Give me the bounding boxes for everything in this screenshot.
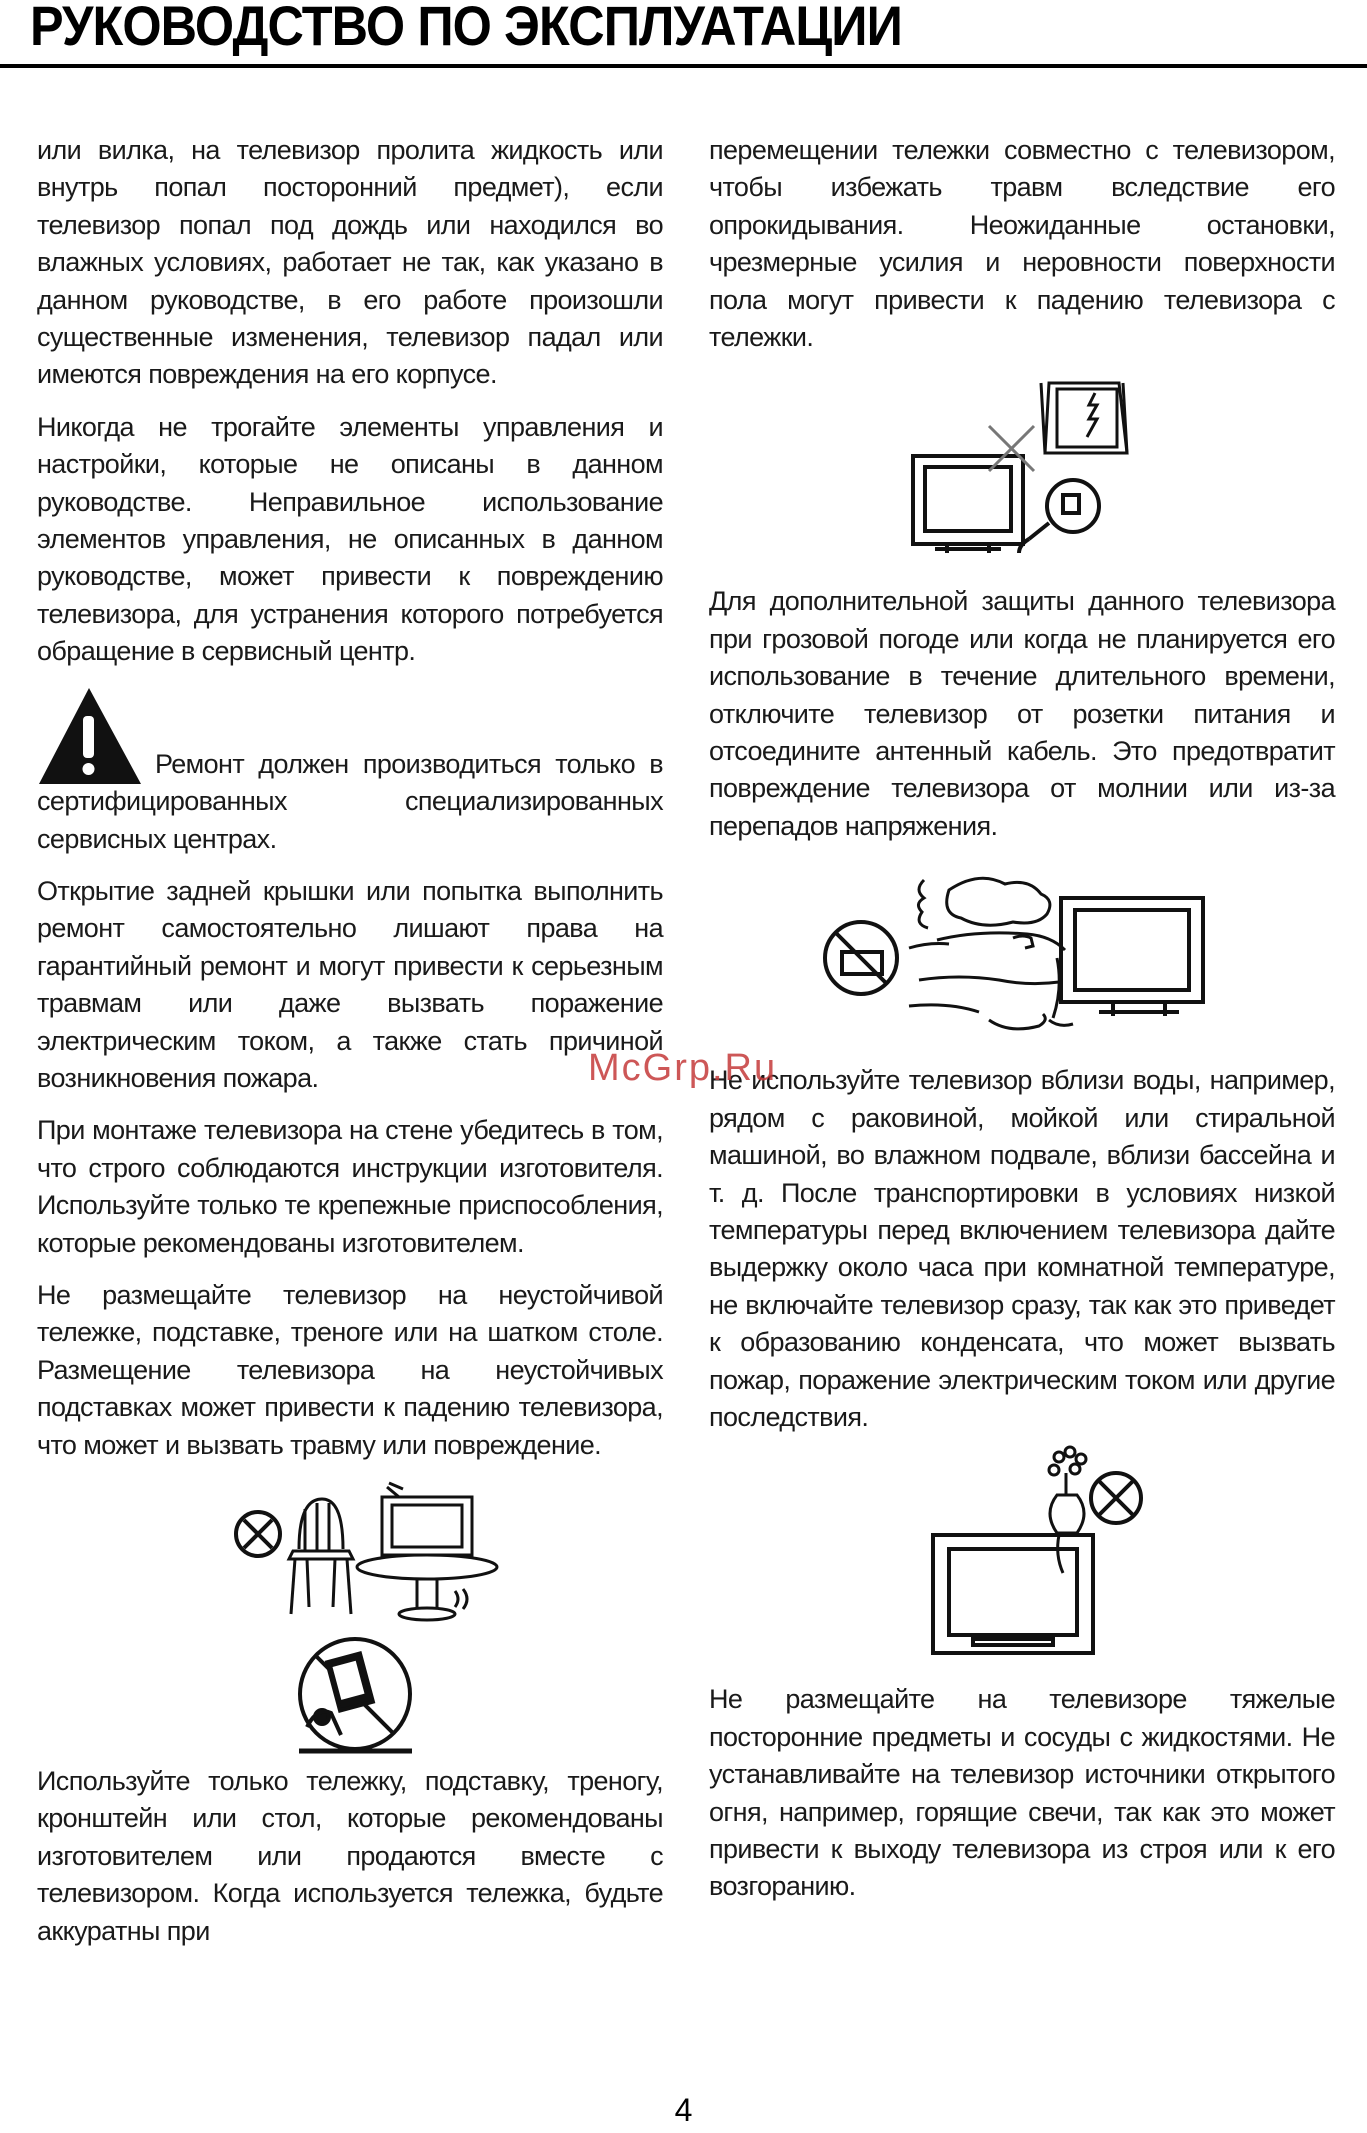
warning-block [37,686,663,858]
window-icon [1041,383,1127,453]
watermark: McGrp.Ru [588,1047,778,1089]
water-icon [909,879,1073,1030]
tv-icon [1061,898,1203,1016]
page-number: 4 [674,2092,693,2128]
lightning-icon [1087,393,1097,437]
prohibited-icon [236,1512,280,1556]
header-divider [0,64,1367,68]
left-paragraph-2: Никогда не трогайте элементы управления и настройки, которые не описаны в данном руководстве. Неправильное использование элементов управления, не описанных в данном руководстве, может привести к повреждению телевизора, для устранения которого потребуется обращение в сервисный центр. [37,411,663,667]
tv-icon [933,1535,1093,1653]
plug-icon [1019,480,1099,553]
page-title: РУКОВОДСТВО ПО ЭКСПЛУАТАЦИИ [30,0,902,57]
left-paragraph-6: Не размещайте телевизор на неустойчивой тележке, подставке, треноге или на шатком столе. Размещение телевизора на неустойчивых подставках может привести к падению телевизора, что может и вызвать травму или повреждение. [37,1279,663,1460]
right-paragraph-2: Для дополнительной защиты данного телевизора при грозовой погоде или когда не планируется его использование в течение длительного времени, отключите телевизор от розетки питания и отсоедините антенный кабель. Это предотвратит повреждение телевизора от молнии или из-за перепадов напряжения. [709,586,1335,841]
cart-tip-icon [299,1639,412,1751]
table-icon [357,1555,497,1620]
lightning-unplug-illustration [709,371,1335,571]
prohibited-icon [825,922,897,994]
left-paragraph-1: или вилка, на телевизор пролита жидкость или внутрь попал посторонний предмет), если телевизор попал под дождь или находился во влажных условиях, работает не так, как указано в данном руководстве, в его работе произошли существенные изменения, телевизор падал или имеются повреждения на его корпусе. [37,135,663,390]
vase-icon [1049,1447,1086,1573]
left-paragraph-5: При монтаже телевизора на стене убедитесь в том, что строго соблюдаются инструкции изготовителя. Используйте только те крепежные приспособления, которые рекомендованы изготовителем. [37,1115,663,1258]
water-illustration [709,860,1335,1050]
warning-text: Ремонт должен производиться только в сертифицированных специализированных сервисных центрах. [37,748,663,854]
chair-icon [289,1499,353,1614]
tv-icon [913,456,1023,553]
left-paragraph-4: Открытие задней крышки или попытка выполнить ремонт самостоятельно лишают права на гарантийный ремонт и могут привести к серьезным травмам или даже вызвать поражение электрическим током, а также стать причиной возникновения пожара. [37,875,663,1093]
warning-triangle-icon [37,686,147,788]
vase-on-tv-illustration [709,1443,1335,1673]
tv-icon [382,1483,472,1555]
left-paragraph-7: Используйте только тележку, подставку, треногу, кронштейн или стол, которые рекомендованы изготовителем или продаются вместе с телевизором. Когда используется тележка, будьте аккуратны при [37,1766,663,1946]
prohibited-icon [1091,1473,1141,1523]
right-paragraph-1: перемещении тележки совместно с телевизором, чтобы избежать травм вследствие его опрокидывания. Неожиданные остановки, чрезмерные усилия и неровности поверхности пола могут привести к падению телевизора с тележки. [709,135,1335,353]
right-paragraph-4: Не размещайте на телевизоре тяжелые посторонние предметы и сосуды с жидкостями. Не устанавливайте на телевизор источники открытого огня, например, горящие свечи, так как это может привести к выходу телевизора из строя или к его возгоранию. [709,1684,1335,1902]
right-column [709,132,1335,1921]
page-header [0,0,1367,68]
unstable-stand-illustration [37,1479,663,1759]
left-column [37,132,663,1965]
right-paragraph-3: Не используйте телевизор вблизи воды, например, рядом с раковиной, мойкой или стиральной машиной, во влажном подвале, вблизи бассейна и т. д. После транспортировки в условиях низкой температуры перед включением телевизора дайте выдержку около часа при комнатной температуре, не включайте телевизор сразу, так как это приведет к образованию конденсата, что может вызвать пожар, поражение электрическим током или другие последствия. [709,1065,1335,1432]
prohibited-icon [989,426,1034,471]
